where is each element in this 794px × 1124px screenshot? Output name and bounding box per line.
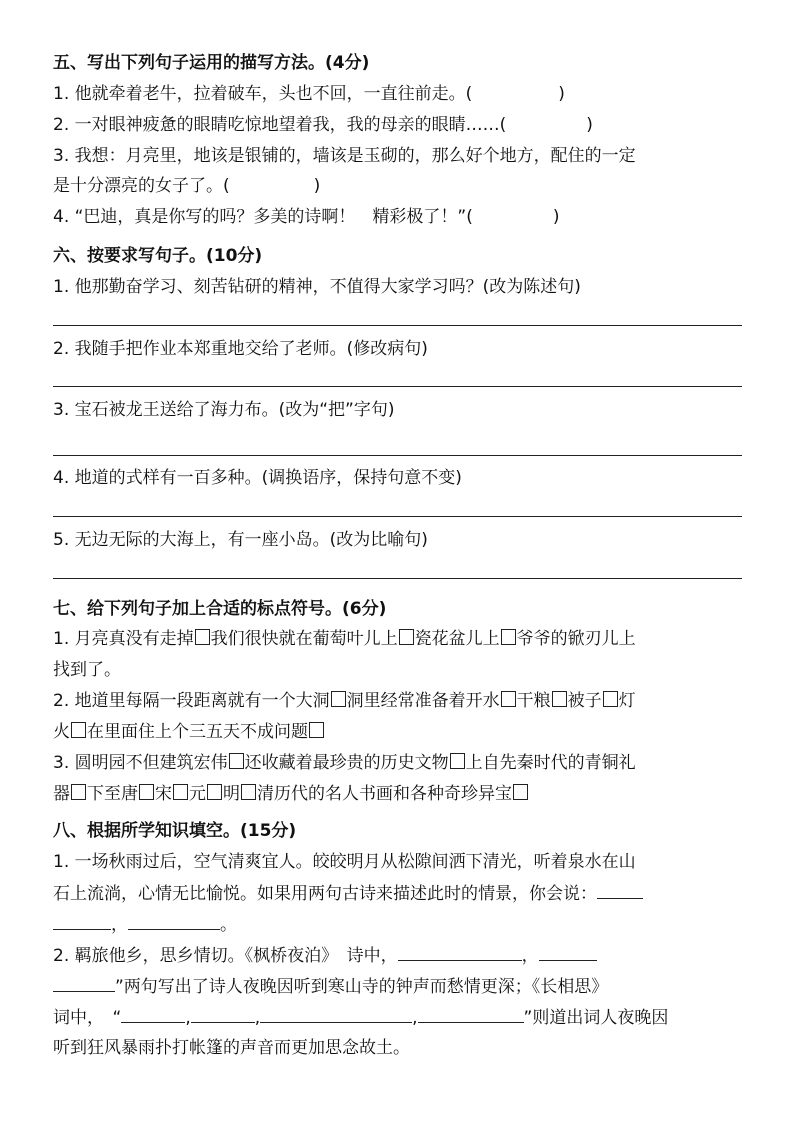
s7-q3-segment: 上自先秦时代的青铜礼 xyxy=(465,753,636,773)
s6-question-4: 4. 地道的式样有一百多种。(调换语序，保持句意不变) xyxy=(53,468,462,488)
fill-blank[interactable] xyxy=(53,912,111,930)
s6-question-1: 1. 他那勤奋学习、刻苦钻研的精神，不值得大家学习吗？(改为陈述句) xyxy=(53,277,581,297)
fill-blank[interactable] xyxy=(128,912,220,930)
s7-question-2-line2 xyxy=(53,720,325,744)
s7-question-3-line1 xyxy=(53,751,636,775)
s6-question-5: 5. 无边无际的大海上，有一座小岛。(改为比喻句) xyxy=(53,530,428,550)
s5-q2-text: 2. 一对眼神疲惫的眼睛吃惊地望着我，我的母亲的眼睛……( xyxy=(53,115,507,135)
punctuation-box[interactable] xyxy=(71,784,86,800)
answer-line[interactable] xyxy=(53,386,742,387)
answer-line[interactable] xyxy=(53,578,742,579)
s7-q2-segment: 在里面住上个三五天不成问题 xyxy=(87,722,308,742)
fill-blank[interactable] xyxy=(53,974,115,992)
s8-q2-sep: ， xyxy=(521,946,539,966)
punctuation-box[interactable] xyxy=(309,722,324,738)
s8-q2-text: ”两句写出了诗人夜晚因听到寒山寺的钟声而愁情更深；《长相思》 xyxy=(115,977,609,997)
s7-q3-segment: 还收藏着最珍贵的历史文物 xyxy=(244,753,449,773)
s6-question-3: 3. 宝石被龙王送给了海力布。(改为“把”字句) xyxy=(53,400,395,420)
punctuation-box[interactable] xyxy=(241,784,256,800)
s8-q2-text: 词中， “ xyxy=(53,1008,122,1028)
s7-q3-segment: 元 xyxy=(189,784,206,804)
s5-q1-close: ) xyxy=(558,84,565,104)
fill-blank[interactable] xyxy=(418,1005,524,1023)
s7-question-2-line1 xyxy=(53,689,636,713)
fill-blank[interactable] xyxy=(121,1005,185,1023)
s5-q3-close: ) xyxy=(313,176,321,196)
s7-q1-segment: 爷爷的锨刃儿上 xyxy=(516,629,636,649)
punctuation-box[interactable] xyxy=(229,753,244,769)
s7-question-3-line2 xyxy=(53,782,529,806)
s8-q1-sep: ， xyxy=(111,915,128,935)
s5-q4-text: 4. “巴迪，真是你写的吗？多美的诗啊！ 精彩极了！”( xyxy=(53,207,473,227)
punctuation-box[interactable] xyxy=(552,691,567,707)
punctuation-box[interactable] xyxy=(207,784,222,800)
s7-q2-segment: 灯 xyxy=(618,691,636,711)
s7-q2-segment: 2. 地道里每隔一段距离就有一个大洞 xyxy=(53,691,330,711)
punctuation-box[interactable] xyxy=(71,722,86,738)
section-5-heading: 五、写出下列句子运用的描写方法。(4分) xyxy=(53,53,370,73)
s7-q3-segment: 宋 xyxy=(155,784,172,804)
punctuation-box[interactable] xyxy=(173,784,188,800)
section-6-heading: 六、按要求写句子。(10分) xyxy=(53,246,263,266)
answer-line[interactable] xyxy=(53,325,742,326)
s5-q1-text: 1. 他就牵着老牛，拉着破车，头也不回，一直往前走。( xyxy=(53,84,473,104)
s8-q2-text: 2. 羁旅他乡，思乡情切。《枫桥夜泊》 诗中， xyxy=(53,946,398,966)
s7-q2-segment: 干粮 xyxy=(516,691,551,711)
s7-q3-segment: 下至唐 xyxy=(87,784,138,804)
s8-question-1-line1: 1. 一场秋雨过后，空气清爽宜人。皎皎明月从松隙间洒下清光，听着泉水在山 xyxy=(53,852,636,872)
section-8-heading: 八、根据所学知识填空。(15分) xyxy=(53,821,297,841)
s5-question-2 xyxy=(53,113,593,137)
answer-line[interactable] xyxy=(53,516,742,517)
punctuation-box[interactable] xyxy=(331,691,346,707)
fill-blank[interactable] xyxy=(191,1005,255,1023)
fill-blank[interactable] xyxy=(597,881,643,899)
s7-q1-segment: 我们很快就在葡萄叶儿上 xyxy=(210,629,398,649)
punctuation-box[interactable] xyxy=(139,784,154,800)
punctuation-box[interactable] xyxy=(399,629,414,645)
s8-q1-end: 。 xyxy=(220,915,237,935)
s8-q2-comma: , xyxy=(185,1008,191,1028)
fill-blank[interactable] xyxy=(398,943,522,961)
s7-q3-segment: 3. 圆明园不但建筑宏伟 xyxy=(53,753,228,773)
s6-question-2: 2. 我随手把作业本郑重地交给了老师。(修改病句) xyxy=(53,339,428,359)
s5-q3-text: 是十分漂亮的女子了。( xyxy=(53,176,230,196)
punctuation-box[interactable] xyxy=(513,784,528,800)
s7-q1-segment: 瓷花盆儿上 xyxy=(414,629,500,649)
s8-q2-text: ”则道出词人夜晚因 xyxy=(523,1008,669,1028)
answer-line[interactable] xyxy=(53,455,742,456)
s7-q3-segment: 清历代的名人书画和各种奇珍异宝 xyxy=(257,784,512,804)
section-7-heading: 七、给下列句子加上合适的标点符号。(6分) xyxy=(53,599,387,619)
punctuation-box[interactable] xyxy=(450,753,465,769)
punctuation-box[interactable] xyxy=(195,629,210,645)
s8-question-2-line4: 听到狂风暴雨扑打帐篷的声音而更加思念故土。 xyxy=(53,1038,410,1058)
punctuation-box[interactable] xyxy=(501,629,516,645)
s5-q2-close: ) xyxy=(586,115,593,135)
s7-q2-segment: 被子 xyxy=(567,691,602,711)
fill-blank[interactable] xyxy=(260,1005,412,1023)
s7-q3-segment: 明 xyxy=(223,784,240,804)
s7-q2-segment: 火 xyxy=(53,722,70,742)
s5-question-3-line2 xyxy=(53,174,320,198)
s8-question-2-line1 xyxy=(53,943,597,968)
s8-question-2-line2 xyxy=(53,974,608,999)
fill-blank[interactable] xyxy=(539,943,597,961)
s7-q2-segment: 洞里经常准备着开水 xyxy=(346,691,500,711)
s8-question-2-line3 xyxy=(53,1005,668,1030)
s8-q1-text: 石上流淌，心情无比愉悦。如果用两句古诗来描述此时的情景，你会说： xyxy=(53,884,597,904)
s5-q4-close: ) xyxy=(552,207,560,227)
s5-question-1 xyxy=(53,82,565,106)
s7-q3-segment: 器 xyxy=(53,784,70,804)
punctuation-box[interactable] xyxy=(501,691,516,707)
punctuation-box[interactable] xyxy=(603,691,618,707)
s8-question-1-line2 xyxy=(53,881,643,906)
s7-question-1-line1 xyxy=(53,627,636,651)
s8-question-1-line3 xyxy=(53,912,237,937)
s5-question-4 xyxy=(53,205,560,229)
s5-question-3-line1: 3. 我想：月亮里，地该是银铺的，墙该是玉砌的，那么好个地方，配住的一定 xyxy=(53,146,636,166)
s8-q2-comma: , xyxy=(412,1008,418,1028)
s8-q2-comma: , xyxy=(254,1008,261,1028)
s7-question-1-line2: 找到了。 xyxy=(53,660,121,680)
s7-q1-segment: 1. 月亮真没有走掉 xyxy=(53,629,194,649)
